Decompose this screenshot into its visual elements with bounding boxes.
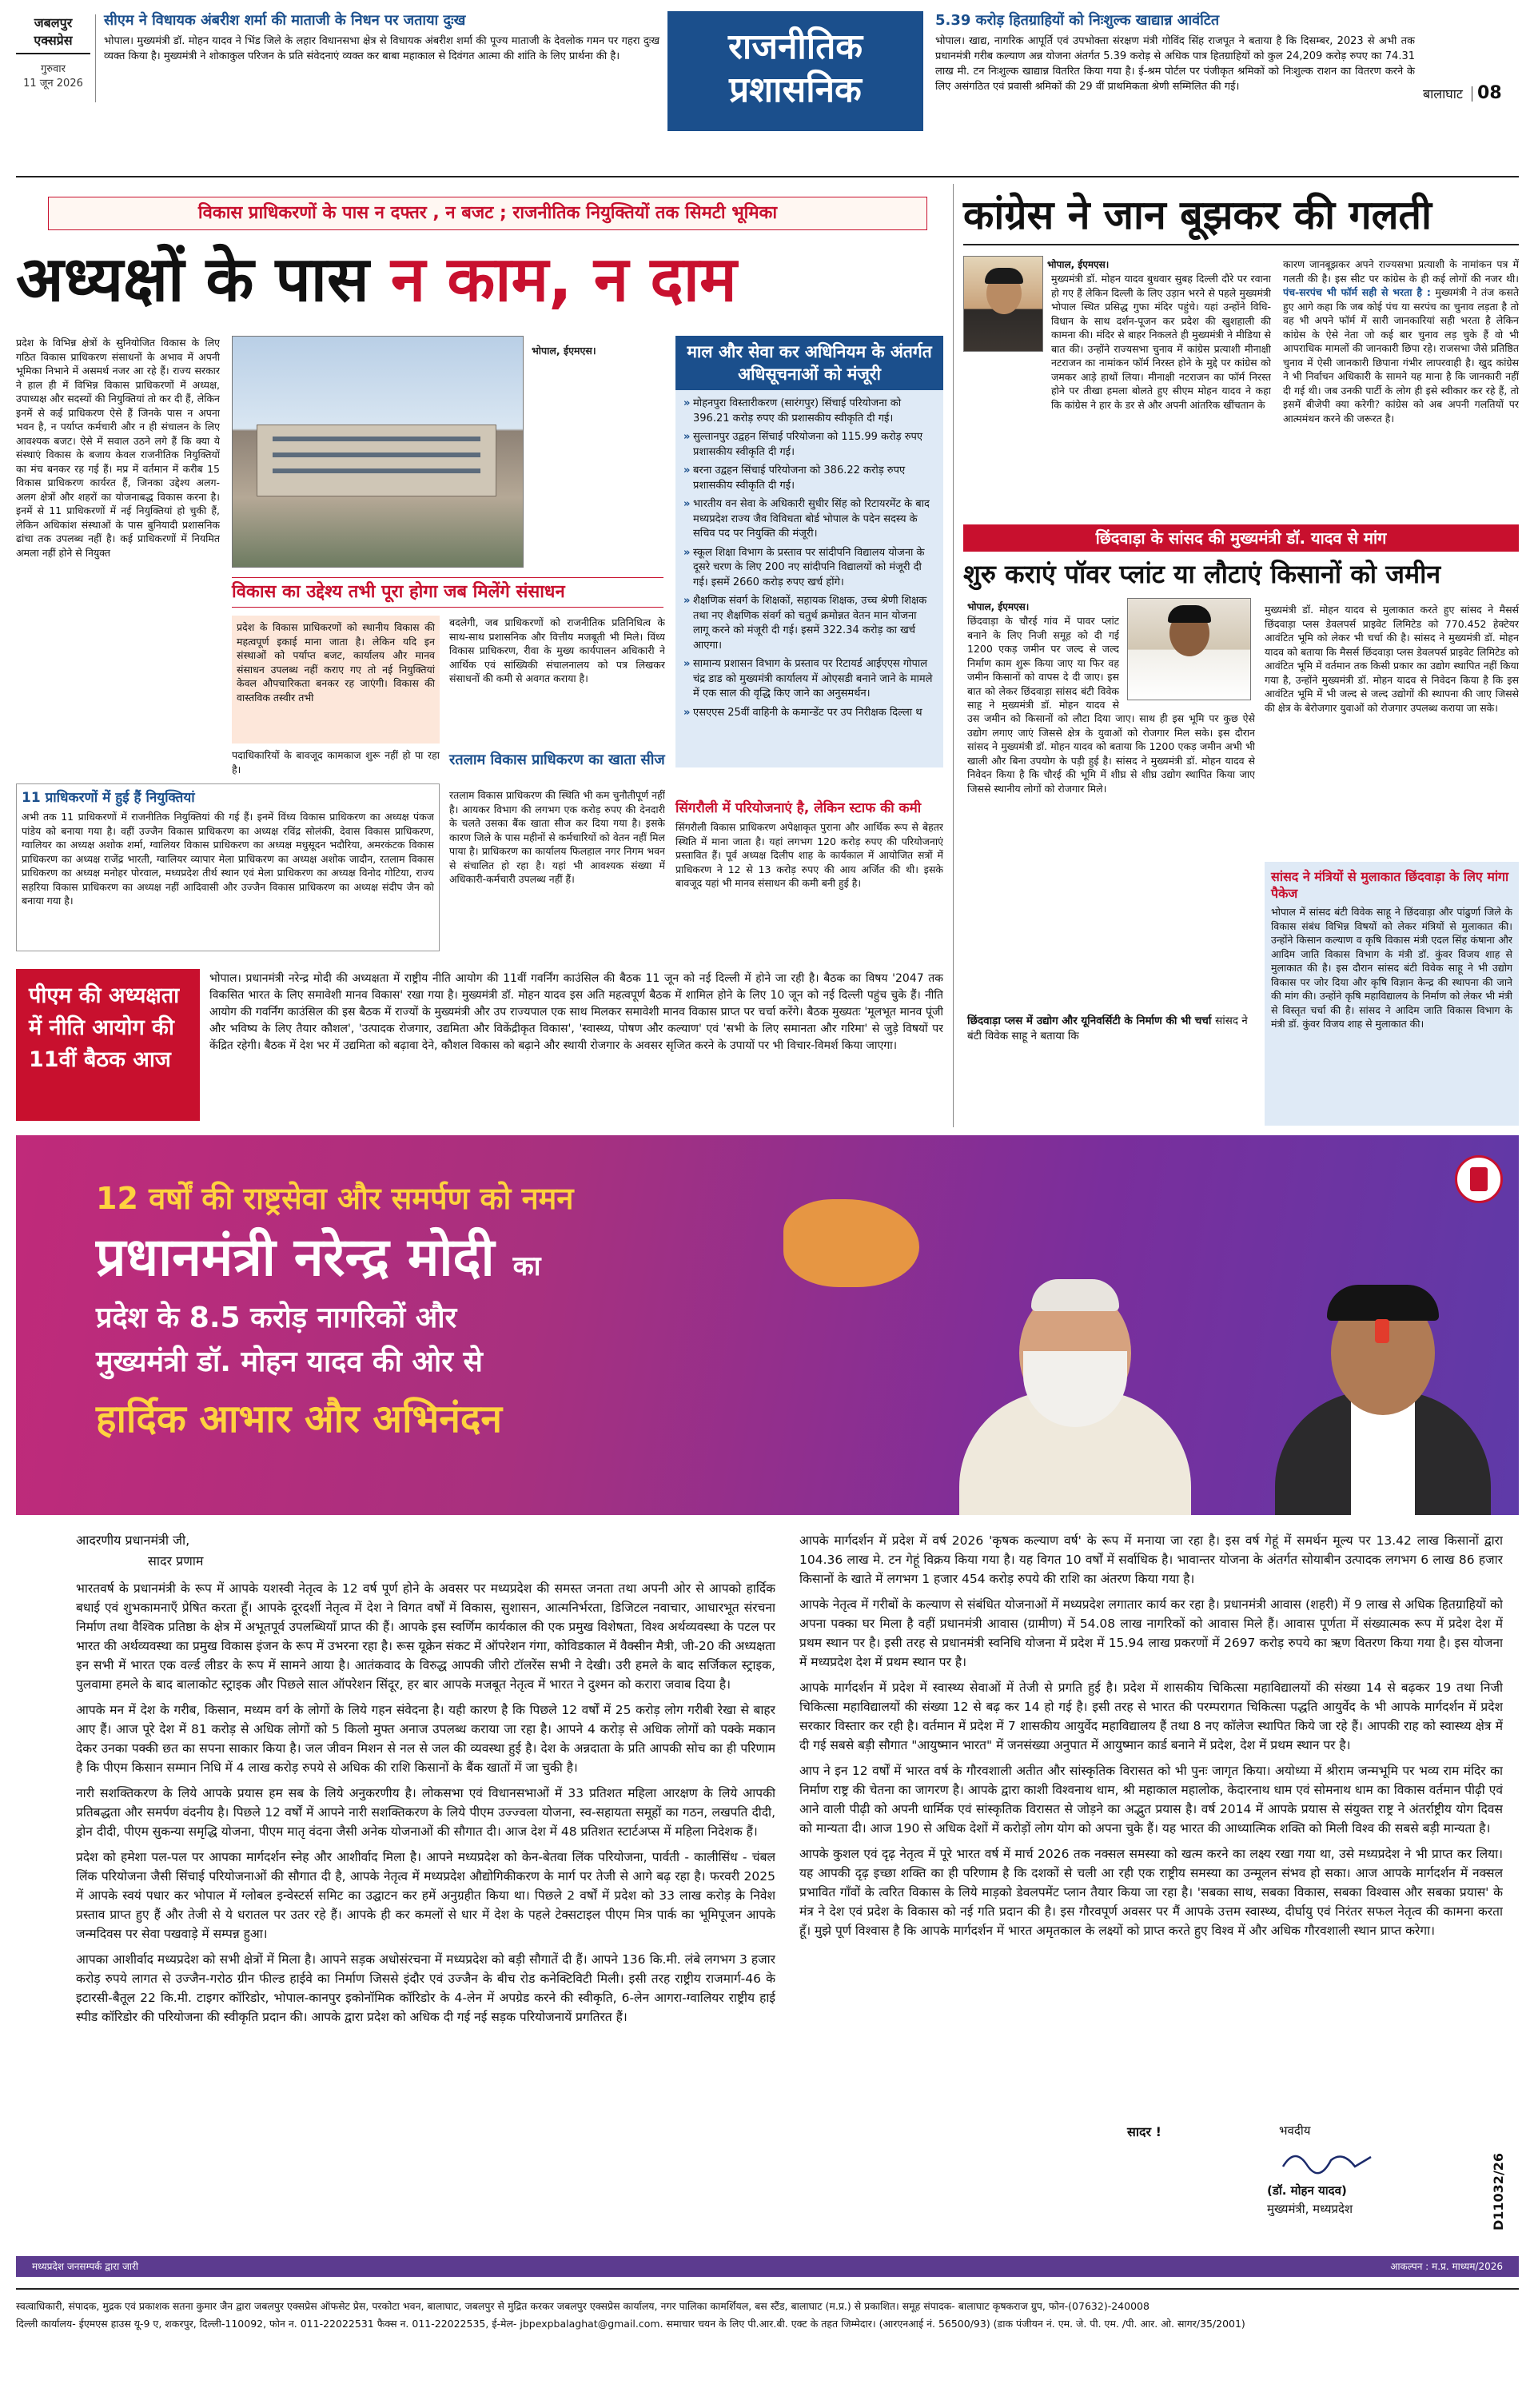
gst-item: » बरना उद्वहन सिंचाई परियोजना को 386.22 करोड़ रुपए प्रशासकीय स्वीकृति दी गई। (683, 464, 935, 493)
lead-col-mid: पदाधिकारियों के बावजूद कामकाज शुरू नहीं हो पा रहा है। (232, 749, 440, 775)
ratlam-body: रतलाम विकास प्राधिकरण की स्थिति भी कम चुनौतीपूर्ण नहीं है। आयकर विभाग की लगभग एक करोड़ रुपए की देनदारी के चलते उसका बैंक खाता सीज कर दिया गया है। इसके कारण जिले के पास महीनों से कर्मचारियों को वेतन नहीं मिल पाया है। प्राधिकरण का कार्यालय फिलहाल नगर निगम भवन से संचालित हो रहा है। यहां भी आवश्यक संख्या में अधिकारी-कर्मचारी उपलब्ध नहीं हैं। (449, 789, 665, 885)
letter-para: आपके मार्गदर्शन में प्रदेश में स्वास्थ्य सेवाओं में तेजी से प्रगति हुई है। प्रदेश में शासकीय चिकित्सा महाविद्यालयों की संख्या 14 से बढ़कर 19 तथा निजी चिकित्सा महाविद्यालयों की संख्या 12 से बढ़ कर 14 हो गई है। इसी तरह से भारत की परम्परागत चिकित्सा पद्धति आयुर्वेद के भी आपके मार्गदर्शन में प्रदेश सरकार विस्तार कर रही है। वर्तमान में प्रदेश में 7 शासकीय आयुर्वेद महाविद्यालय हैं तथा 8 नए कॉलेज स्थापित किये जा रहे हैं। आपकी राह को स्वास्थ्य क्षेत्र में दी गई सबसे बड़ी सौगात "आयुष्मान भारत" में जनसंख्या अनुपात में आयुष्मान कार्ड बनाने में प्रदेश, देश में प्रथम स्थान पर है। (799, 1680, 1503, 1752)
brief-condolence (104, 11, 659, 64)
imprint-line1: स्वत्वाधिकारी, संपादक, मुद्रक एवं प्रकाशक सतना कुमार जैन द्वारा जबलपुर एक्सप्रेस ऑफसेट प्रेस, परकोटा भवन, बालाघाट, जबलपुर से मुद्रित करकर जबलपुर एक्सप्रेस कार्यालय, नगर पालिका कामर्शियल, बस स्टैंड, बालाघाट (म.प्र.) से प्रकाशित। समूह संपादक- बालाघाट कृषकराज ग्रुप, फोन-(07632)-240008 (16, 2300, 1150, 2312)
brief-condolence-body: भोपाल। मुख्यमंत्री डॉ. मोहन यादव ने भिंड जिले के लहार विधानसभा क्षेत्र से विधायक अंबरीश शर्मा की पूज्य माताजी के देवलोक गमन पर गहरा दुःख व्यक्त किया है। मुख्यमंत्री ने शोकाकुल परिजन के प्रति संवेदनाएं व्यक्त कर बाबा महाकाल से दिवंगत आत्मा की शांति के लिए प्रार्थना की है। (104, 35, 659, 62)
gst-item: » शैक्षणिक संवर्ग के शिक्षकों, सहायक शिक्षक, उच्च श्रेणी शिक्षक तथा नए शैक्षणिक संवर्ग को चतुर्थ क्रमोन्नत वेतन मान योजना लागू करने को मंजूरी दी गई। इसमें 322.34 करोड़ का खर्च आएगा। (683, 594, 935, 653)
congress-col2: कारण जानबूझकर अपने राज्यसभा प्रत्याशी के नामांकन पत्र में गलती की है। इस सीट पर कांग्रेस के ही कई लोगों की नजर थी। पंच-सरपंच भी फॉर्म सही से भरता है : मुख्यमंत्री ने तंज कसते हुए आगे कहा कि जब कोई पंच या सरपंच का चुनाव लड़ता है तो वह भी अपने फॉर्म में सारी जानकारियां सही भरता है लेकिन कांग्रेस के ऐसे नेता जो कई बार चुनाव लड़ चुके हैं वो भी आपराधिक मामलों की जानकारी छिपा रहे। राजसभा जैसे प्रतिष्ठित चुनाव में ऐसी जानकारी छिपाना गंभीर लापरवाही है। खुद कांग्रेस ने भी निर्वाचन अधिकारी के सामने यह माना है कि जानकारी नहीं दी गई थी। जब उनकी पार्टी के लोग ही इसे स्वीकार कर रहे हैं, तो इसमें बीजेपी क्या करेगी? कांग्रेस को अब अपनी गलतियों पर आत्ममंथन करने की जरूरत है। (1283, 258, 1519, 425)
edition-name: बालाघाट (1423, 86, 1463, 102)
ad-headline-1: 12 वर्षों की राष्ट्रसेवा और समर्पण को नमन (96, 1181, 574, 1216)
issue-date: 11 जून 2026 (23, 78, 83, 90)
page-number: 08 (1477, 83, 1502, 103)
ad-headline-4: मुख्यमंत्री डॉ. मोहन यादव की ओर से (96, 1346, 483, 1378)
congress-subhead: पंच-सरपंच भी फॉर्म सही से भरता है : (1283, 286, 1431, 298)
ad-headline-5: हार्दिक आभार और अभिनंदन (96, 1397, 503, 1441)
letter-signoff: भवदीय (1279, 2123, 1311, 2138)
gst-item: » स्कूल शिक्षा विभाग के प्रस्ताव पर सांदीपनि विद्यालय योजना के दूसरे चरण के लिए 200 नए सांदीपनि विद्यालयों को मंजूरी दी गई। इसमें 2660 करोड़ रुपए खर्च होंगे। (683, 546, 935, 591)
letter-signer: (डॉ. मोहन यादव) (1267, 2183, 1347, 2198)
letter-para: आपका आशीर्वाद मध्यप्रदेश को सभी क्षेत्रों में मिला है। आपने सड़क अधोसंरचना में मध्यप्रदेश को बड़ी सौगातें दी हैं। आपने 136 कि.मी. लंबे लगभग 3 हजार करोड़ रुपये लागत से उज्जैन-गरोठ ग्रीन फील्ड हाईवे का निर्माण जिससे इंदौर एवं उज्जैन के बीच रोड कनेक्टिविटी मिली। इसी तरह राष्ट्रीय राजमार्ग-46 के इटारसी-बैतूल 22 कि.मी. टाइगर कॉरिडोर, भोपाल-कानपुर इकोनॉमिक कॉरिडोर के 4-लेन में अपग्रेड करने की स्वीकृति, 6-लेन आगरा-ग्वालियर राष्ट्रीय हाई स्पीड कॉरिडोर की परियोजना की स्वीकृति प्रदान की। आपके द्वारा प्रदेश को अधिक दी गई नई सड़क परियोजनायें प्रगतिरत हैं। (76, 1952, 775, 2024)
imprint-line2: दिल्ली कार्यालय- ईएमएस हाउस यू-9 ए, शकरपुर, दिल्ली-110092, फोन न. 011-22022531 फैक्स न. 011-22022535, ई-मेल- jbpexpbalaghat@gmail.com. समाचार चयन के लिए पी.आर.बी. एक्ट के तहत जिम्मेदार। (आरएनआई नं. 56500/93) (डाक पंजीयन नं. एम. जे. पी. एम. /पी. आर. ओ. सागर/35/2001) (16, 2318, 1245, 2330)
lead-col1: प्रदेश के विभिन्न क्षेत्रों के सुनियोजित विकास के लिए गठित विकास प्राधिकरण संसाधनों के अभाव में अपनी भूमिका निभाने में असमर्थ नजर आ रहे हैं। राज्य सरकार ने हाल ही में विभिन्न विकास प्राधिकरणों में अध्यक्ष, उपाध्यक्ष और सदस्यों की नियुक्तियां तो कर दी हैं, लेकिन इनमें से कई प्राधिकरण ऐसे हैं जिनके पास न अपना भवन है, न पर्याप्त कर्मचारी और न ही संचालन के लिए आवश्यक बजट। ऐसे में सवाल उठने लगे हैं कि क्या ये संस्थाएं विकास के बजाय केवल राजनीतिक नियुक्तियों का मंच बनकर रह गई हैं। मप्र में वर्तमान में करीब 15 विकास प्राधिकरण कार्यरत हैं, जिनका उद्देश्य अलग-अलग क्षेत्रों और शहरों का योजनाबद्ध विकास करना है। इनमें से 11 प्राधिकरणों में नई नियुक्तियां हो चुकी हैं, लेकिन अधिकांश संस्थाओं के पास बुनियादी प्रशासनिक ढांचा तक उपलब्ध नहीं है। कई प्राधिकरणों में नियमित अमला नहीं होने से नियुक्त (16, 337, 220, 559)
letter-para: नारी सशक्तिकरण के लिये आपके प्रयास हम सब के लिये अनुकरणीय है। लोकसभा एवं विधानसभाओं में 33 प्रतिशत महिला आरक्षण के लिये आपकी प्रतिबद्धता और समर्पण वंदनीय है। पिछले 12 वर्षों में आपने नारी सशक्तिकरण के लिये पीएम उज्ज्वला योजना, स्व-सहायता समूहों का गठन, लखपति दीदी, ड्रोन दीदी, पीएम सुकन्या समृद्धि योजना, पीएम मातृ वंदना जैसी अनेक योजनाओं की सौगात दी। आज देश में 48 प्रतिशत स्टार्टअप्स में महिला निदेशक हैं। (76, 1786, 775, 1839)
letter (16, 1515, 1519, 2251)
gst-item: » मोहनपुरा विस्तारीकरण (सारंगपुर) सिंचाई परियोजना को 396.21 करोड़ रुपए की प्रशासकीय स्वीकृति दी गई। (683, 397, 935, 426)
brief-ration (935, 11, 1415, 94)
chhindwara-kicker: छिंदवाड़ा के सांसद की मुख्यमंत्री डॉ. यादव से मांग (963, 524, 1519, 552)
headline-part-b: न काम, न दाम (390, 244, 737, 316)
congress-headline: कांग्रेस ने जान बूझकर की गलती (963, 192, 1432, 238)
appointments-heading: 11 प्राधिकरणों में हुई हैं नियुक्तियां (22, 790, 195, 806)
ad-headline-3: प्रदेश के 8.5 करोड़ नागरिकों और (96, 1302, 457, 1334)
gst-item: » भारतीय वन सेवा के अधिकारी सुधीर सिंह को रिटायरमेंट के बाद मध्यप्रदेश राज्य जैव विविधता बोर्ड भोपाल के पदेन सदस्य के सचिव पद पर नियुक्ति की मंजूरी। (683, 497, 935, 542)
paper-logo (16, 14, 96, 102)
imprint (16, 2298, 1519, 2333)
mp-package-title: सांसद ने मंत्रियों से मुलाकात छिंदवाड़ा के लिए मांगा पैकेज (1271, 869, 1509, 901)
letter-greeting: सादर प्रणाम (148, 1553, 204, 1569)
lead-headline (16, 237, 951, 325)
cm-portrait (1263, 1275, 1503, 1515)
paper-name: जबलपुर एक्सप्रेस (34, 15, 73, 48)
lead-col2-box: प्रदेश के विकास प्राधिकरणों को स्थानीय विकास की महत्वपूर्ण इकाई माना जाता है। लेकिन यदि इन संस्थाओं को पर्याप्त बजट, कार्यालय और मानव संसाधन उपलब्ध नहीं कराए गए तो नई नियुक्तियां केवल औपचारिकता बनकर रह जाएंगी। विकास की वास्तविक तस्वीर तभी (232, 616, 440, 744)
chhindwara-headline: शुरु कराएं पॉवर प्लांट या लौटाएं किसानों को जमीन (963, 559, 1441, 589)
singrauli-title: सिंगरौली में परियोजनाएं है, लेकिन स्टाफ की कमी (675, 800, 922, 816)
chhindwara-col1a: छिंदवाड़ा के चौरई गांव में पावर प्लांट बनाने के लिए निजी समूह को दी गई 1200 एकड़ जमीन पर जल्द से जल्द निर्माण काम शुरू किया जाए या फिर वह जमीन किसानों को वापस दे दी जाए। इस बात को लेकर छिंदवाड़ा सांसद बंटी विवेक साहू ने मुख्यमंत्री डॉ. मोहन यादव से (967, 615, 1119, 710)
mp-package-box (1265, 862, 1519, 1126)
ad-banner (16, 1135, 1519, 1515)
mp-package-body: भोपाल में सांसद बंटी विवेक साहू ने छिंदवाड़ा और पांढुर्णा जिले के विकास संबंध विभिन्न विषयों को लेकर मंत्रियों से मुलाकात की। उन्होंने किसान कल्याण व कृषि विकास मंत्री एदल सिंह कंषाना और आदिम जाति विकास विभाग के मंत्री डॉ. कुंवर विजय शाह से मुलाकात की है। इस दौरान सांसद बंटी विवेक साहू ने भी उद्योग विकास पर जोर दिया और कृषि विज्ञान केन्द्र की स्थापना की जाने की मांग की। उन्होंने कृषि महाविद्यालय के निर्माण को लेकर भी मंत्री से विस्तृत चर्चा की है। सांसद ने आदिम जाति विकास विभाग के मंत्री डॉ. कुंवर विजय शाह से मुलाकात की। (1271, 906, 1512, 1030)
letter-para: आप ने इन 12 वर्षों में भारत वर्ष के गौरवशाली अतीत और सांस्कृतिक विरासत को भी पुनः जागृत किया। अयोध्या में श्रीराम जन्मभूमि पर भव्य राम मंदिर का निर्माण राष्ट्र की चेतना का जागरण है। आपके द्वारा काशी विश्वनाथ धाम, श्री महाकाल महालोक, केदारनाथ धाम एवं सोमनाथ धाम का विकास वर्तमान पीढ़ी एवं आने वाली पीढ़ी को अपनी धार्मिक एवं सांस्कृतिक विरासत से जोड़ने का अद्भुत प्रयास है। वर्ष 2014 में आपके प्रयास से संयुक्त राष्ट्र ने अंतर्राष्ट्रीय योग दिवस को मान्यता दी। आज 190 से अधिक देशों में करोड़ों लोग योग को अपना चुके हैं। यह भारत की आध्यात्मिक शक्ति को मिली विश्व की सबसे बड़ी मान्यता है। (799, 1764, 1503, 1836)
signature-scribble (1279, 2143, 1375, 2179)
issue-day: गुरुवार (40, 63, 66, 75)
ad-footer-bar: मध्यप्रदेश जनसम्पर्क द्वारा जारी आकल्पन : म.प्र. माध्यम/2026 (16, 2256, 1519, 2277)
mp-govt-emblem (1455, 1155, 1503, 1203)
gst-list (675, 390, 943, 758)
gst-item: » एसएएस 25वीं वाहिनी के कमान्डेंट पर उप निरीक्षक दिल्ला थ (683, 706, 935, 721)
letter-salutation: आदरणीय प्रधानमंत्री जी, (76, 1533, 190, 1548)
gst-title: माल और सेवा कर अधिनियम के अंतर्गत अधिसूचनाओं को मंजूरी (675, 336, 943, 390)
ratlam-heading: रतलाम विकास प्राधिकरण का खाता सीज (449, 752, 665, 768)
niti-body: भोपाल। प्रधानमंत्री नरेन्द्र मोदी की अध्यक्षता में राष्ट्रीय नीति आयोग की 11वीं गवर्निंग काउंसिल की बैठक 11 जून को नई दिल्ली में होने जा रही है। बैठक का विषय '2047 तक विकसित भारत के लिए समावेशी मानव विकास' रखा गया है। मुख्यमंत्री डॉ. मोहन यादव इस अति महत्वपूर्ण बैठक में शामिल होने के लिए 10 जून को नई दिल्ली पहुंच चुके हैं। नीति आयोग की गवर्निंग काउंसिल की इस बैठक में राज्यों के मुख्यमंत्री और उप राज्यपाल एक साथ मिलकर समावेशी मानव विकास प्राप्त पर चर्चा करेंगे। बैठक मुख्यतः 'मूलभूत मानव पूंजी और भविष्य के लिए तैयार कौशल', 'उत्पादक रोजगार, उद्यमिता और विकेंद्रीकृत विकास', 'स्वास्थ्य, पोषण और कल्याण' एवं 'सभी के लिए समानता और गरिमा' से जुड़े विषयों पर केंद्रित रहेगी। बैठक में देश भर में उद्यमिता को बढ़ावा देने, कौशल विकास को बढ़ाने और स्थायी रोजगार के अवसर सृजित करने के उपायों पर भी विचार-विमर्श किया जाएगा। (209, 972, 943, 1052)
lead-kicker: विकास प्राधिकरणों के पास न दफ्तर , न बजट ; राजनीतिक नियुक्तियों तक सिमटी भूमिका (48, 197, 927, 230)
letter-left-column (76, 1579, 775, 2243)
congress-dateline: भोपाल, ईएमएस। (1047, 259, 1110, 270)
cm-photo (963, 256, 1043, 352)
chhindwara-dateline: भोपाल, ईएमएस। (967, 601, 1030, 612)
headline-part-a: अध्यक्षों के पास (16, 244, 391, 316)
letter-signer-title: मुख्यमंत्री, मध्यप्रदेश (1267, 2202, 1353, 2216)
niti-box: पीएम की अध्यक्षता में नीति आयोग की 11वीं बैठक आज (16, 969, 200, 1121)
edition-label (1423, 83, 1519, 103)
congress-col1: मुख्यमंत्री डॉ. मोहन यादव बुधवार सुबह दिल्ली दौरे पर रवाना हो गए हैं लेकिन दिल्ली के लिए उड़ान भरने से पहले मुख्यमंत्री भोपाल स्थित प्रसिद्ध गुफा मंदिर पहुंचे। यहां उन्होंने विधि-विधान के साथ दर्शन-पूजन कर प्रदेश की खुशहाली की कामना की। मंदिर से बाहर निकलते ही मुख्यमंत्री ने मीडिया से बात की। उन्होंने राज्यसभा चुनाव में कांग्रेस प्रत्याशी मीनाक्षी नटराजन का नामांकन फॉर्म निरस्त होने के मुद्दे पर कांग्रेस को जमकर आड़े हाथों लिया। मीनाक्षी नटराजन का फॉर्म निरस्त होने पर तीखा हमला बोलते हुए सीएम मोहन यादव ने कहा कि कांग्रेस ने हार के डर से और अपनी आंतरिक खींचतान के (1051, 273, 1271, 411)
mp-photo (1127, 598, 1251, 700)
gst-item: » सुल्तानपुर उद्वहन सिंचाई परियोजना को 115.99 करोड़ रुपए प्रशासकीय स्वीकृति दी गई। (683, 430, 935, 460)
letter-para: आपके कुशल एवं दृढ़ नेतृत्व में पूरे भारत वर्ष में मार्च 2026 तक नक्सल समस्या को खत्म करने का लक्ष्य रखा गया था, उसे मध्यप्रदेश ने भी प्राप्त कर लिया। यह आपकी दृढ़ इच्छा शक्ति का ही परिणाम है कि दशकों से चली आ रही एक राष्ट्रीय समस्या का उन्मूलन संभव हो सका। आज आपके मार्गदर्शन में नक्सल प्रभावित गाँवों के त्वरित विकास के लिये माड़को डेवलपमेंट प्लान तैयार किया जा रहा है। 'सबका साथ, सबका विकास, सबका विश्वास और सबका प्रयास' के मंत्र ने देश एवं प्रदेश के विकास को नई गति प्रदान की है। इस गौरवपूर्ण अवसर पर मैं आपके उत्तम स्वास्थ्य, दीर्घायु एवं निरंतर सफल नेतृत्व की कामना करता हूँ। मुझे पूर्ण विश्वास है कि आपके मार्गदर्शन में भारत अमृतकाल के लक्ष्यों को प्राप्त करते हुए विश्व में और अधिक गौरवशाली स्थान प्राप्त करेगा। (799, 1847, 1503, 1938)
section-banner (667, 11, 923, 131)
lead-photo-caption: विकास का उद्देश्य तभी पूरा होगा जब मिलेंगे संसाधन (232, 577, 663, 608)
letter-closing: सादर ! (1127, 2124, 1161, 2139)
section-title: राजनीतिक प्रशासनिक (727, 26, 863, 110)
ad-release-code: D11032/26 (1491, 2152, 1506, 2231)
pm-portrait (943, 1271, 1207, 1515)
lead-dateline: भोपाल, ईएमएस। (532, 345, 596, 357)
letter-para: आपके मार्गदर्शन में प्रदेश में वर्ष 2026 'कृषक कल्याण वर्ष' के रूप में मनाया जा रहा है। इस वर्ष गेहूं में समर्थन मूल्य पर 13.42 लाख किसानों द्वारा 104.36 लाख मे. टन गेहूं विक्रय किया गया है। यह विगत 10 वर्षों में सर्वाधिक है। भावान्तर योजना के अंतर्गत सोयाबीन उत्पादक लगभग 6 लाख 86 हजार किसानों के खाते में लगभग 1 हजार 454 करोड़ रुपये की राशि का अंतरण किया गया है। (799, 1533, 1503, 1586)
gst-item: » सामान्य प्रशासन विभाग के प्रस्ताव पर रिटायर्ड आईएएस गोपाल चंद्र डाड को मुख्यमंत्री कार्यालय में ओएसडी बनाने जाने के मामले में एक साल की वृद्धि किए जाने का अनुसमर्थन। (683, 657, 935, 702)
letter-para: भारतवर्ष के प्रधानमंत्री के रूप में आपके यशस्वी नेतृत्व के 12 वर्ष पूर्ण होने के अवसर पर मध्यप्रदेश की समस्त जनता तथा अपनी ओर से आपको हार्दिक बधाई एवं शुभकामनाएँ प्रेषित करता हूँ। आपके दूरदर्शी नेतृत्व में देश ने विगत वर्षों में विकास, सुशासन, आत्मनिर्भरता, डिजिटल नवाचार, आधारभूत संरचना निर्माण तथा वैश्विक प्रतिष्ठा के क्षेत्र में अभूतपूर्व उपलब्धियाँ प्राप्त की हैं। आपके इस स्वर्णिम कार्यकाल की एक प्रमुख विशेषता, विश्व अर्थव्यवस्था के पटल पर भारत की अर्थव्यवस्था का प्रमुख विकास इंजन के रूप में उभरना रहा है। रूस यूक्रेन संकट में ऑपरेशन गंगा, कोविडकाल में वैक्सीन मैत्री, जी-20 की अध्यक्षता इन सभी में भारत एक वर्ल्ड लीडर के रूप में सामने आया है। आतंकवाद के विरुद्ध आपकी जीरो टॉलरेंस सभी ने देखी। उरी हमले के बाद सर्जिकल स्ट्राइक, पुलवामा हमले के बाद बालाकोट स्ट्राइक और पिछले साल ऑपरेशन सिंदूर, हर बार आपके मजबूत नेतृत्व में भारत ने दुश्मन को करारा जवाब दिया है। (76, 1581, 775, 1692)
letter-right-column (799, 1531, 1503, 2115)
singrauli-body: सिंगरौली विकास प्राधिकरण अपेक्षाकृत पुराना और आर्थिक रूप से बेहतर स्थिति में माना जाता है। यहां लगभग 120 करोड़ रुपए की परियोजनाएं प्रस्तावित हैं। पूर्व अध्यक्ष दिलीप शाह के कार्यकाल में आयोजित सत्रों में प्राधिकरण ने 12 से 13 करोड़ रुपए की आय अर्जित की थी। इसके बावजूद यहां भी मानव संसाधन की कमी बनी हुई है। (675, 821, 943, 889)
appointments-box: 11 प्राधिकरणों में हुई हैं नियुक्तियां अभी तक 11 प्राधिकरणों में राजनीतिक नियुक्तियां की गई हैं। इनमें विंध्य विकास प्राधिकरण का अध्यक्ष पंकज पांडेय को बनाया गया है। वहीं उज्जैन विकास प्राधिकरण का अध्यक्ष रविंद्र सोलंकी, देवास विकास प्राधिकरण, ग्वालियर का अध्यक्ष अशोक शर्मा, ग्वालियर विकास प्राधिकरण का अध्यक्ष मधुसूदन भदौरिया, अमरकंटक विकास प्राधिकरण का अध्यक्ष राजेंद्र भारती, ग्वालियर व्यापार मेला प्राधिकरण का अध्यक्ष अशोक जादौन, रतलाम विकास प्राधिकरण का अध्यक्ष मनोहर पोरवाल, मध्यप्रदेश तीर्थ स्थान एवं मेला प्राधिकरण का अध्यक्ष विनोद गोटिया, राज्य सहरिया विकास प्राधिकरण का अध्यक्ष नहीं आदिवासी और उज्जैन विकास प्राधिकरण का अध्यक्ष संदीप जैन को बनाया गया है। (16, 783, 440, 951)
gst-box (675, 336, 943, 767)
brief-ration-title: 5.39 करोड़ हितग्राहियों को निःशुल्क खाद्यान्न आवंटित (935, 12, 1220, 29)
letter-para: आपके नेतृत्व में गरीबों के कल्याण से संबंधित योजनाओं में मध्यप्रदेश लगातार कार्य कर रहा है। प्रधानमंत्री आवास (शहरी) में 9 लाख से अधिक हितग्राहियों को अपना पक्का घर मिला है वहीं प्रधानमंत्री आवास (ग्रामीण) में 54.08 लाख नागरिकों को आवास मिले हैं। आवास पूर्णता में संख्यात्मक रूप में प्रदेश देश में प्रथम स्थान पर है। इसी तरह से प्रधानमंत्री स्वनिधि योजना में प्रदेश में 15.94 लाख प्रकरणों में 2697 करोड़ रुपये का ऋण वितरण किया गया है। इस योजना में मध्यप्रदेश देश में प्रथम स्थान पर है। (799, 1597, 1503, 1669)
letter-para: प्रदेश को हमेशा पल-पल पर आपका मार्गदर्शन स्नेह और आशीर्वाद मिला है। आपने मध्यप्रदेश को केन-बेतवा लिंक परियोजना, पार्वती - कालीसिंध - चंबल लिंक परियोजना जैसी सिंचाई परियोजनाओं की सौगात दी है, आपके नेतृत्व में मध्यप्रदेश औद्योगिकीकरण के मार्ग पर तेजी से आगे बढ़ रहा है। फरवरी 2025 में आपके स्वयं पधार कर भोपाल में ग्लोबल इन्वेस्टर्स समिट का उद्घाटन कर हमें अनुग्रहीत किया था। पिछले 2 वर्षों में प्रदेश को 33 लाख करोड़ के निवेश प्रस्ताव प्राप्त हुए हैं और तेजी से ये धरातल पर उतर रहे हैं। आपके ही कर कमलों से धार में देश के पहले टेक्सटाइल पीएम मित्र पार्क का भूमिपूजन आपके जन्मदिवस पर सेवा पखवाड़े में सम्पन्न हुआ। (76, 1850, 775, 1941)
chhindwara-col2: मुख्यमंत्री डॉ. मोहन यादव से मुलाकात करते हुए सांसद ने मैसर्स छिंदवाड़ा प्लस डेवलपर्स प्राइवेट लिमिटेड को 770.452 हेक्टेयर आवंटित भूमि को लेकर भी चर्चा की है। सांसद ने मुख्यमंत्री डॉ. मोहन यादव को बताया कि मैसर्स छिंदवाड़ा प्लस डेवलपर्स प्राइवेट लिमिटेड को आवंटित भूमि में वर्तमान तक किसी प्रकार का उद्योग स्थापित नहीं किया गया है, उन्होंने मुख्यमंत्री डॉ. मोहन यादव से निवेदन किया है कि इस आवंटित भूमि में भी जल्द से जल्द उद्योगों की स्थापना की जाए जिससे की क्षेत्र के बेरोजगार युवाओं को रोजगार उपलब्ध कराया जा सके। (1265, 604, 1519, 714)
letter-para: आपके मन में देश के गरीब, किसान, मध्यम वर्ग के लोगों के लिये गहन संवेदना है। यही कारण है कि पिछले 12 वर्षों में 25 करोड़ लोग गरीबी रेखा से बाहर आए हैं। आज पूरे देश में 81 करोड़ से अधिक लोगों को 5 किलो मुफ्त अनाज उपलब्ध कराया जा रहा है। आपने 4 करोड़ से अधिक लोगों को पक्के मकान देकर उनका पक्की छत का सपना साकार किया है। जल जीवन मिशन से नल से जल की व्यवस्था हुई है। देश के अन्नदाता के प्रति आपकी सोच का ही परिणाम है कि पीएम किसान सम्मान निधि में 4 लाख करोड़ रुपये से अधिक की राशि किसानों के बैंक खातों में जा चुकी है। (76, 1703, 775, 1775)
lead-col3: बदलेगी, जब प्राधिकरणों को राजनीतिक प्रतिनिधित्व के साथ-साथ प्रशासनिक और वित्तीय मजबूती भी मिले। विंध्य विकास प्राधिकरण, रीवा के मुख्य कार्यपालन अधिकारी ने आर्थिक एवं सांख्यिकी संचालनालय को पत्र लिखकर संसाधनों की कमी से अवगत कराया है। (449, 616, 665, 684)
ad-headline-2: प्रधानमंत्री नरेन्द्र मोदी का (96, 1226, 541, 1288)
chhindwara-subhead: छिंदवाड़ा प्लस में उद्योग और यूनिवर्सिटी के निर्माण की भी चर्चा सांसद ने बंटी विवेक साहू ने बताया कि (967, 1015, 1248, 1043)
lead-photo (232, 336, 524, 568)
brief-ration-body: भोपाल। खाद्य, नागरिक आपूर्ति एवं उपभोक्ता संरक्षण मंत्री गोविंद सिंह राजपूत ने बताया है कि दिसम्बर, 2023 से अभी तक प्रधानमंत्री गरीब कल्याण अन्न योजना अंतर्गत 5.39 करोड़ से अधिक पात्र हितग्राहियों को कुल 24,209 करोड़ रुपए का 74.31 लाख मी. टन निःशुल्क खाद्यान्न वितरित किया गया है। ई-श्रम पोर्टल पर पंजीकृत श्रमिकों को निःशुल्क राशन का वितरण करने के लिए असंगठित एवं प्रवासी श्रमिकों की 29 वीं प्राथमिकता श्रेणी सम्मिलित की गई। (935, 35, 1415, 93)
singrauli-box (675, 799, 943, 951)
masthead (16, 11, 1519, 168)
brief-condolence-title: सीएम ने विधायक अंबरीश शर्मा की माताजी के निधन पर जताया दुःख (104, 12, 466, 29)
chhindwara-col1b: उस जमीन को किसानों को लौटा दिया जाए। साथ ही इस भूमि पर कुछ ऐसे उद्योग लगाए जाएं जिससे क्षेत्र के युवाओं को रोजगार मिल सके। इस दौरान सांसद ने मुख्यमंत्री डॉ. मोहन यादव को बताया कि 1200 एकड़ जमीन अभी भी खाली और बिना उपयोग के पड़ी हुई है। सांसद ने मुख्यमंत्री डॉ. मोहन यादव से निवेदन किया है कि चौरई की भूमि में शीघ्र से शीघ्र उद्योग स्थापित किया जाए जिससे स्थानीय लोगों को रोजगार मिले। (967, 712, 1255, 795)
